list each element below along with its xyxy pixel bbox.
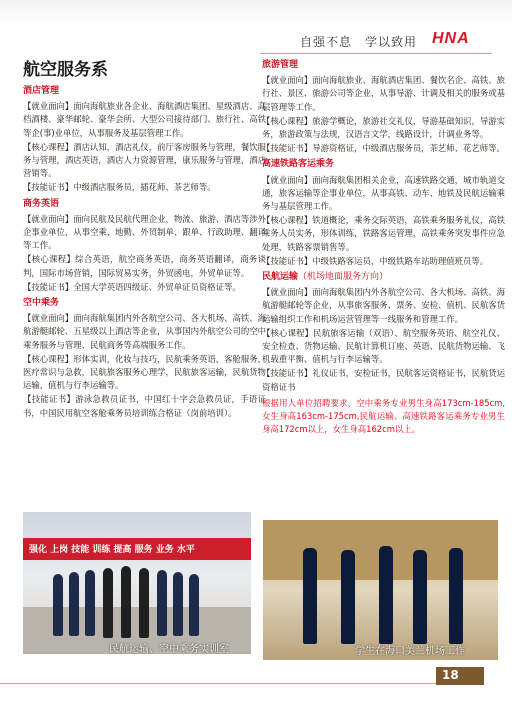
photo-person [69, 572, 79, 636]
section-hotel [23, 85, 266, 195]
photo-person [303, 548, 317, 644]
height-requirement-note: 根据用人单位招聘要求，空中乘务专业男生身高173cm-185cm,女生身高163cm-175cm,民航运输、高速铁路客运乘务专业男生身高172cm以上，女生身高162cm以上。 [262, 397, 505, 435]
section-flight-attendant [23, 297, 266, 420]
left-column [23, 82, 266, 421]
photo-person [173, 572, 183, 636]
section-paragraph: 【技能证书】中级酒店服务员，插花师、茶艺师等。 [23, 182, 216, 193]
right-column [262, 56, 505, 437]
section-heading-subtitle: （机场地面服务方向） [298, 272, 389, 283]
photo-person [121, 566, 131, 638]
photo-person [449, 548, 463, 644]
section-heading: 酒店管理 [23, 86, 60, 96]
photo-person [85, 570, 95, 636]
section-paragraph: 【核心课程】综合英语，航空商务英语，商务英语翻译，商务谈判，国际市场营销，国际贸易实务，外贸函电，外贸单证等。 [23, 254, 266, 278]
section-heading: 旅游管理 [262, 60, 299, 70]
page-title: 航空服务系 [23, 60, 108, 80]
section-paragraph: 【就业面向】面向海航旅业各企业、海航酒店集团、星级酒店、高档酒楼、豪华邮轮、豪华会所、大型公司接待部门、旅行社、高铁等企(事)业单位，从事服务及基层管理工作。 [23, 101, 266, 138]
photo-person [413, 550, 427, 644]
section-paragraph: 【核心课程】旅游学概论，旅游社交礼仪，导游基础知识，导游实务，旅游政策与法规，汉语言文学，线路设计，计调业务等。 [262, 115, 505, 140]
photo-person [139, 568, 149, 638]
section-paragraph: 【技能证书】礼仪证书，安检证书，民航客运资格证书，民航货运资格证书 [262, 368, 505, 392]
section-paragraph: 【技能证书】中级铁路客运员，中级铁路车站助理值班员等。 [262, 255, 489, 266]
photo-banner-text: 强化 上岗 技能 训练 提高 服务 业务 水平 [29, 545, 195, 555]
photo-caption: 学生在海口美兰机场工作 [355, 646, 465, 657]
section-paragraph: 【就业面向】面向海航集团内外各航空公司、各大机场、高铁、海航游艇邮轮等企业，从事旅客服务、票务、安检、值机、民航客货运输组织工作和机场运营管理等一线服务和管理工作。 [262, 287, 505, 324]
section-tourism [262, 59, 505, 155]
page-number: 18 [442, 668, 459, 682]
photo-person [157, 570, 167, 636]
section-paragraph: 【技能证书】导游资格证，中级酒店服务员，茶艺师、花艺师等。 [262, 143, 505, 154]
section-paragraph: 【技能证书】全国大学英语四级证、外贸单证员资格证等。 [23, 281, 241, 292]
section-business-english [23, 198, 266, 294]
photo-caption: 民航运输、空中乘务实训室 [109, 644, 229, 654]
section-paragraph: 【核心课程】铁道概论，乘务交际英语，高铁乘务服务礼仪，高铁乘务人员实务，形体训练，铁路客运管理，高铁乘务突发事件应急处理，铁路客票销售等。 [262, 215, 505, 252]
section-heading [262, 271, 505, 284]
photo-person [53, 574, 63, 636]
section-paragraph: 【就业面向】面向海航旅业、海航酒店集团、餐饮名企、高铁、旅行社、景区、旅游公司等企业，从事导游、计调及相关的服务或基层管理等工作。 [262, 75, 505, 112]
photo-person [189, 574, 199, 636]
footer-divider [0, 683, 436, 684]
section-paragraph: 【核心课程】酒店认知，酒店礼仪，前厅客房服务与管理，餐饮服务与管理，酒店英语，酒店人力资源管理，康乐服务与管理，酒店营销等。 [23, 141, 266, 179]
school-slogan: 自强不息 学以致用 [300, 35, 418, 49]
training-room-photo [23, 512, 251, 654]
section-heading: 空中乘务 [23, 298, 60, 309]
section-paragraph: 【就业面向】面向海航集团内外各航空公司、各大机场、高铁、海航游艇邮轮、五星级以上酒店等企业，从事国内外航空公司的空中乘务服务与管理、民航商务等高端服务工作。 [23, 313, 266, 350]
section-paragraph: 【核心课程】形体实训，化妆与技巧，民航乘务英语，客舱服务，医疗常识与急救，民航旅客服务心理学，民航旅客运输，民航货物运输，值机与行李运输等。 [23, 353, 266, 391]
section-paragraph: 【就业面向】面向民航及民航代理企业，物流、旅游、酒店等涉外企事业单位，从事空乘、地勤、外贸制单、跟单、行政助理、翻译等工作。 [23, 213, 266, 251]
section-paragraph: 【核心课程】民航旅客运输（双语）、航空服务英语、航空礼仪、安全检查、货物运输、民航计算机订座、英语、民航货物运输、飞机载重平衡、值机与行李运输等。 [262, 327, 505, 365]
section-heading: 高速铁路客运乘务 [262, 159, 335, 170]
photo-banner [23, 538, 251, 560]
photo-person [341, 550, 355, 644]
section-paragraph: 【就业面向】面向海航集团相关企业，高速铁路交通，城市轨道交通，旅客运输等企事业单位，从事高铁、动车、地铁及民航运输乘务与基层管理工作。 [262, 174, 505, 212]
section-paragraph: 【技能证书】游泳急救员证书，中国红十字会急救员证，手语证书，中国民用航空客舱乘务员培训练合格证（岗前培训）。 [23, 394, 266, 418]
header-band [0, 0, 512, 26]
airport-work-photo [263, 520, 498, 660]
hna-logo: HNA [432, 30, 470, 47]
section-heading: 商务英语 [23, 198, 60, 209]
section-civil-aviation [262, 271, 505, 394]
section-high-speed-rail [262, 158, 505, 268]
photo-person [379, 546, 393, 644]
header-divider [260, 53, 492, 54]
photo-person [103, 568, 113, 638]
section-heading-title: 民航运输 [262, 272, 299, 283]
